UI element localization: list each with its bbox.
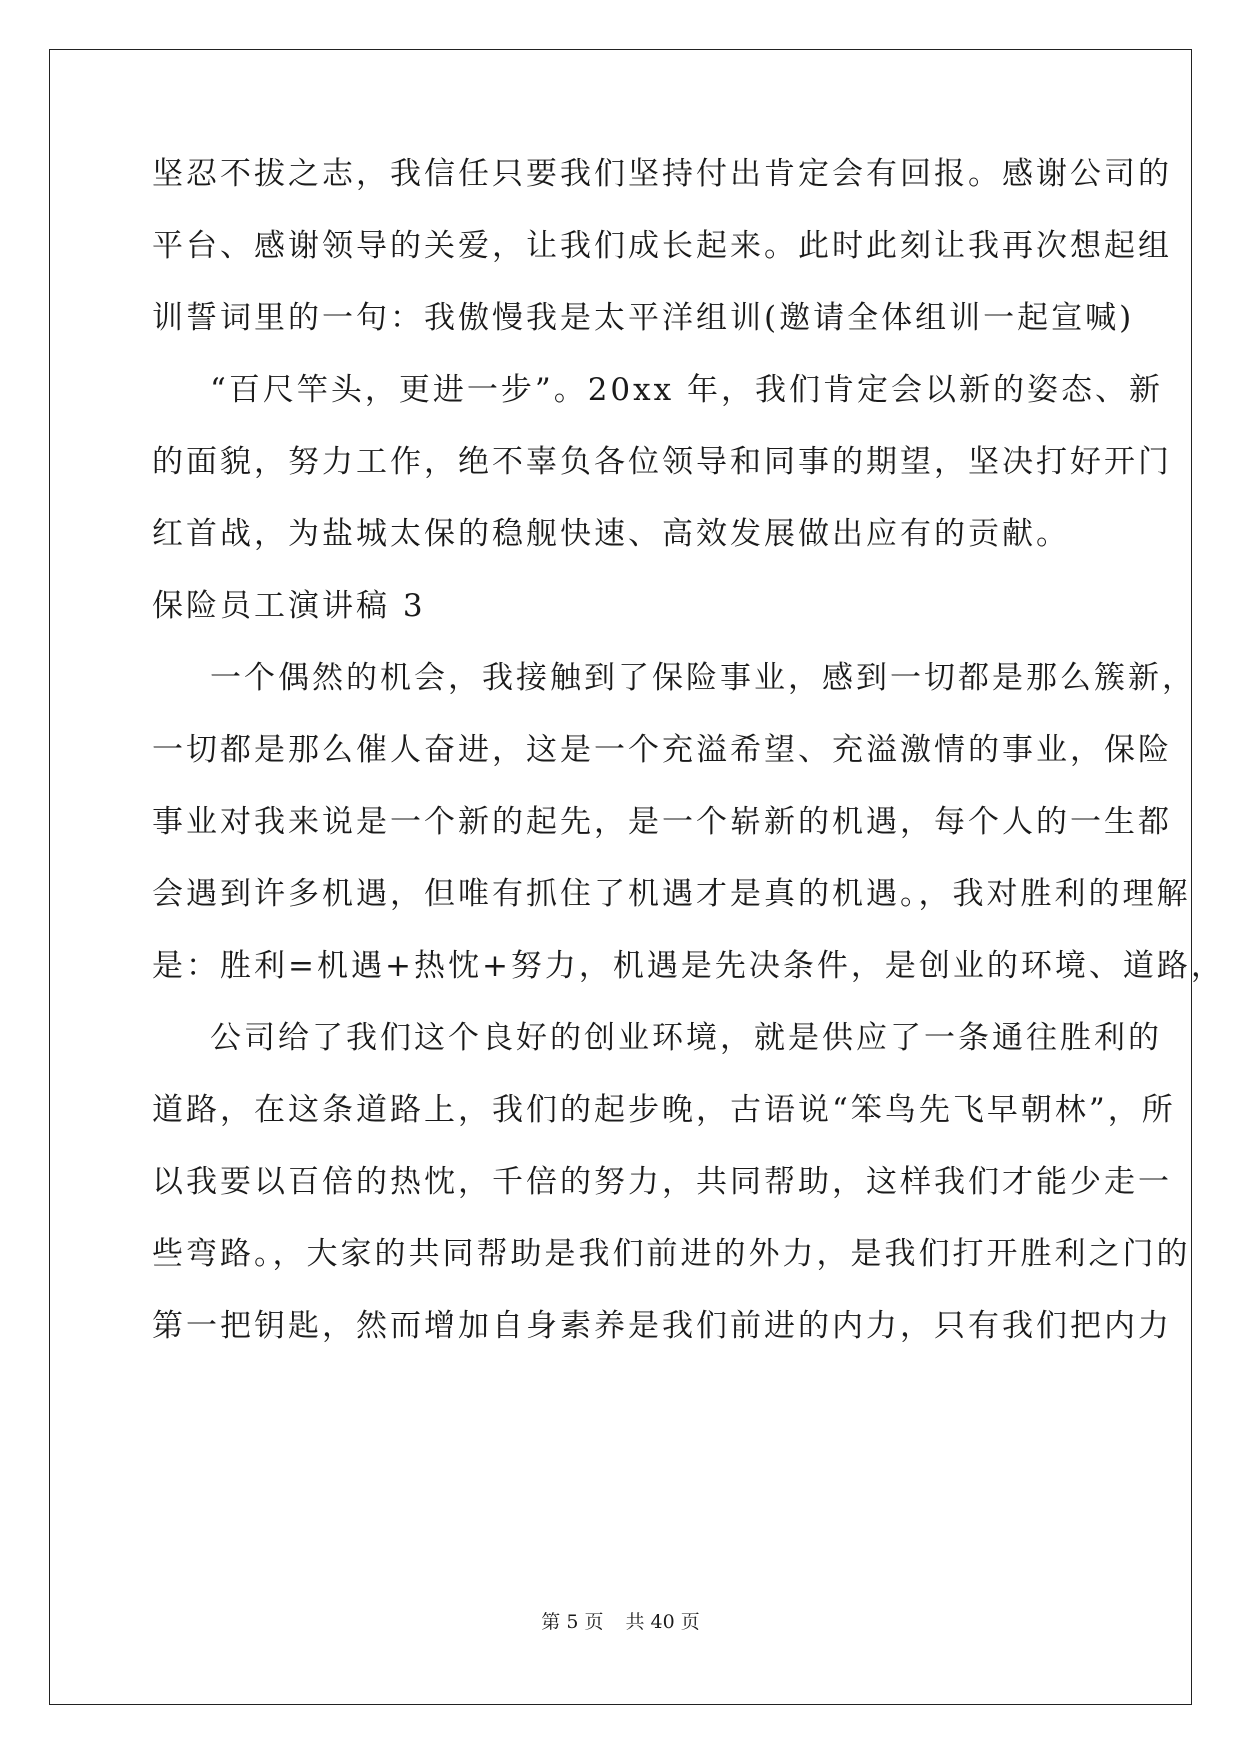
text-line-11: 会遇到许多机遇，但唯有抓住了机遇才是真的机遇。，我对胜利的理解 [152,876,1191,912]
text-line-3: 训誓词里的一句：我傲慢我是太平洋组训(邀请全体组训一起宣喊) [152,300,1135,336]
text-line-13: 公司给了我们这个良好的创业环境，就是供应了一条通往胜利的 [210,1020,1162,1056]
page-footer [0,1610,1241,1634]
text-line-16: 些弯路。，大家的共同帮助是我们前进的外力，是我们打开胜利之门的 [152,1236,1191,1272]
text-line-14: 道路，在这条道路上，我们的起步晚，古语说“笨鸟先飞早朝林”，所 [152,1092,1176,1128]
text-line-8: 一个偶然的机会，我接触到了保险事业，感到一切都是那么簇新， [210,660,1196,696]
text-line-10: 事业对我来说是一个新的起先，是一个崭新的机遇，每个人的一生都 [152,804,1172,840]
section-heading: 保险员工演讲稿 3 [152,588,426,624]
page-total: 共 40 页 [625,1611,700,1633]
text-line-17: 第一把钥匙，然而增加自身素养是我们前进的内力，只有我们把内力 [152,1308,1172,1344]
text-line-5: 的面貌，努力工作，绝不辜负各位领导和同事的期望，坚决打好开门 [152,444,1172,480]
text-line-1: 坚忍不拔之志，我信任只要我们坚持付出肯定会有回报。感谢公司的 [152,156,1172,192]
text-line-15: 以我要以百倍的热忱，千倍的努力，共同帮助，这样我们才能少走一 [152,1164,1172,1200]
text-line-6: 红首战，为盐城太保的稳舰快速、高效发展做出应有的贡献。 [152,516,1070,552]
text-line-12: 是：胜利=机遇+热忱+努力，机遇是先决条件，是创业的环境、道路， [152,948,1225,984]
text-line-2: 平台、感谢领导的关爱，让我们成长起来。此时此刻让我再次想起组 [152,228,1172,264]
page-number: 第 5 页 [541,1611,604,1633]
text-line-4: “百尺竿头，更进一步”。20xx 年，我们肯定会以新的姿态、新 [210,372,1163,408]
text-line-9: 一切都是那么催人奋进，这是一个充溢希望、充溢激情的事业，保险 [152,732,1172,768]
